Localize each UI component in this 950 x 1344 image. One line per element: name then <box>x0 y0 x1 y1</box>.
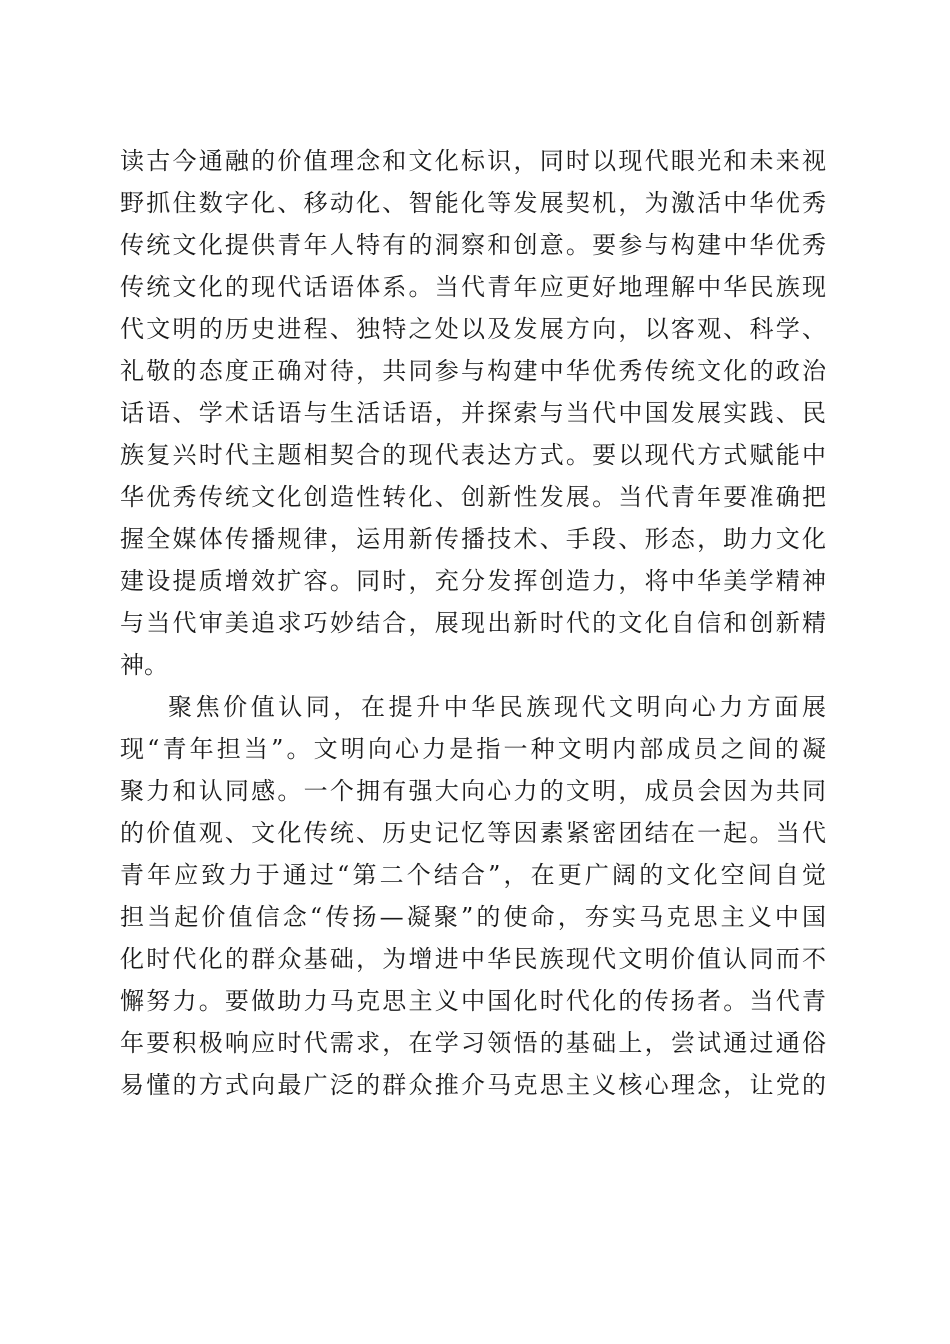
text-line: 聚力和认同感。一个拥有强大向心力的文明，成员会因为共同 <box>120 777 826 805</box>
paragraph-2 <box>120 686 826 1106</box>
text-line: 传统文化的现代话语体系。当代青年应更好地理解中华民族现 <box>120 273 826 301</box>
text-line: 华优秀传统文化创造性转化、创新性发展。当代青年要准确把 <box>120 483 826 511</box>
text-line: 易懂的方式向最广泛的群众推介马克思主义核心理念，让党的 <box>120 1071 826 1099</box>
text-line: 的价值观、文化传统、历史记忆等因素紧密团结在一起。当代 <box>120 819 826 847</box>
text-line: 传统文化提供青年人特有的洞察和创意。要参与构建中华优秀 <box>120 231 826 259</box>
text-line: 青年应致力于通过“第二个结合”，在更广阔的文化空间自觉 <box>120 861 826 889</box>
text-line: 现“青年担当”。文明向心力是指一种文明内部成员之间的凝 <box>120 735 826 763</box>
document-body <box>120 140 826 1106</box>
text-line: 担当起价值信念“传扬—凝聚”的使命，夯实马克思主义中国 <box>120 903 826 931</box>
text-line: 聚焦价值认同，在提升中华民族现代文明向心力方面展 <box>168 693 826 721</box>
text-line: 年要积极响应时代需求，在学习领悟的基础上，尝试通过通俗 <box>120 1029 826 1057</box>
text-line: 与当代审美追求巧妙结合，展现出新时代的文化自信和创新精 <box>120 609 826 637</box>
text-line: 族复兴时代主题相契合的现代表达方式。要以现代方式赋能中 <box>120 441 826 469</box>
text-line: 话语、学术话语与生活话语，并探索与当代中国发展实践、民 <box>120 399 826 427</box>
text-line: 代文明的历史进程、独特之处以及发展方向，以客观、科学、 <box>120 315 826 343</box>
text-line: 懈努力。要做助力马克思主义中国化时代化的传扬者。当代青 <box>120 987 826 1015</box>
text-line: 神。 <box>120 651 168 679</box>
text-line: 读古今通融的价值理念和文化标识，同时以现代眼光和未来视 <box>120 147 826 175</box>
text-line: 化时代化的群众基础，为增进中华民族现代文明价值认同而不 <box>120 945 826 973</box>
text-line: 礼敬的态度正确对待，共同参与构建中华优秀传统文化的政治 <box>120 357 826 385</box>
paragraph-1 <box>120 140 826 686</box>
text-line: 野抓住数字化、移动化、智能化等发展契机，为激活中华优秀 <box>120 189 826 217</box>
text-line: 握全媒体传播规律，运用新传播技术、手段、形态，助力文化 <box>120 525 826 553</box>
text-line: 建设提质增效扩容。同时，充分发挥创造力，将中华美学精神 <box>120 567 826 595</box>
